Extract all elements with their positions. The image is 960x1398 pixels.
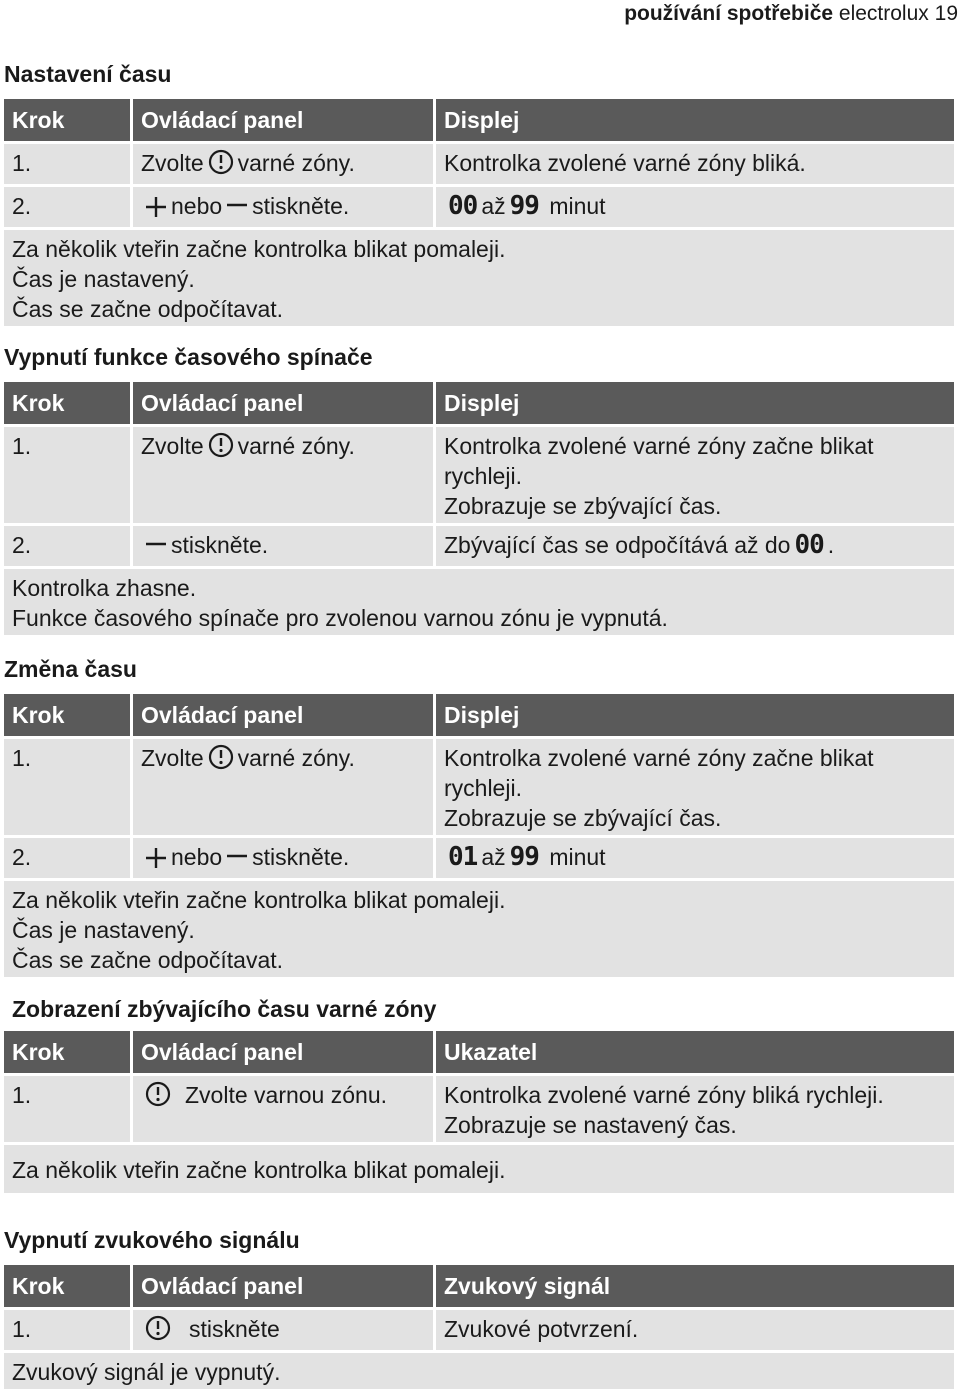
col-display: Displej [436,694,954,736]
panel-cell [133,526,433,566]
panel-text: stiskněte. [252,193,350,219]
timer-off-table [1,379,957,638]
minus-icon [226,195,248,225]
section-title-remaining-time: Zobrazení zbývajícího času varné zóny [12,996,437,1022]
panel-text: stiskněte. [171,532,269,558]
display-cell [436,187,954,227]
step-number: 1. [4,739,130,835]
page-number: 19 [934,2,958,25]
minus-icon [145,534,167,564]
section-title-timer-off: Vypnutí funkce časového spínače [4,344,373,370]
panel-text: Zvolte [141,745,204,771]
table-row [4,144,954,184]
panel-cell [133,144,433,184]
panel-text: Zvolte varnou zónu. [185,1082,388,1108]
note-cell [4,1145,954,1193]
step-number: 1. [4,1310,130,1350]
table-note-row [4,569,954,635]
col-step: Krok [4,1031,130,1073]
panel-cell [133,838,433,878]
display-line: Kontrolka zvolené varné zóny začne blikat rychleji. [444,745,874,801]
display-line: Zobrazuje se zbývající čas. [444,493,722,519]
display-unit: minut [549,193,606,219]
step-number: 2. [4,526,130,566]
note-line: Kontrolka zhasne. [12,575,197,601]
note-line: Za několik vteřin začne kontrolka blikat pomaleji. [12,887,506,913]
timer-icon [145,1081,171,1114]
step-number: 1. [4,1076,130,1142]
note-line: Zvukový signál je vypnutý. [12,1359,281,1385]
change-time-table [1,691,957,980]
panel-text: nebo [171,844,223,870]
segment-display-to: 99 [509,842,539,872]
segment-display-from: 01 [448,842,478,872]
col-display: Displej [436,99,954,141]
note-cell [4,230,954,326]
table-header-row [4,1031,954,1073]
time-setting-table [1,96,957,329]
segment-display: 00 [794,530,824,560]
table-header-row [4,694,954,736]
header-section: používání spotřebiče [624,2,834,25]
col-sound: Zvukový signál [436,1265,954,1307]
display-cell: Zvukové potvrzení. [436,1310,954,1350]
table-row [4,187,954,227]
table-note-row [4,230,954,326]
panel-cell [133,427,433,523]
page-header [624,2,958,26]
col-step: Krok [4,694,130,736]
step-number: 1. [4,427,130,523]
display-line: Kontrolka zvolené varné zóny bliká rychleji. [444,1082,884,1108]
note-cell [4,1353,954,1389]
col-panel: Ovládací panel [133,99,433,141]
display-text: až [481,844,506,870]
col-panel: Ovládací panel [133,382,433,424]
col-display: Displej [436,382,954,424]
note-line: Funkce časového spínače pro zvolenou varnou zónu je vypnutá. [12,605,668,631]
note-line: Čas se začne odpočítavat. [12,296,284,322]
display-text: až [481,193,506,219]
table-header-row [4,1265,954,1307]
display-line: Kontrolka zvolené varné zóny začne blikat rychleji. [444,433,874,489]
table-row [4,1310,954,1350]
note-cell [4,569,954,635]
panel-text: stiskněte. [252,844,350,870]
timer-icon [145,1315,171,1348]
remaining-time-table [1,1028,957,1196]
timer-icon [208,744,234,777]
section-title-sound-off: Vypnutí zvukového signálu [4,1227,300,1253]
timer-icon [208,432,234,465]
note-line: Čas je nastavený. [12,917,195,943]
segment-display-from: 00 [448,191,478,221]
display-cell [436,427,954,523]
step-number: 2. [4,187,130,227]
panel-cell [133,1310,433,1350]
note-cell [4,881,954,977]
display-unit: minut [549,844,606,870]
panel-text: varné zóny. [237,150,355,176]
table-header-row [4,99,954,141]
sound-off-table [1,1262,957,1392]
panel-text: varné zóny. [237,745,355,771]
panel-text: Zvolte [141,433,204,459]
table-row [4,526,954,566]
panel-text: varné zóny. [237,433,355,459]
display-cell [436,1076,954,1142]
section-title-change-time: Změna času [4,656,137,682]
display-text: Zbývající čas se odpočítává až do [444,532,791,558]
display-cell [436,526,954,566]
col-step: Krok [4,99,130,141]
table-row [4,838,954,878]
step-number: 1. [4,144,130,184]
table-header-row [4,382,954,424]
display-text: . [827,532,835,558]
col-step: Krok [4,382,130,424]
timer-icon [208,149,234,182]
note-line: Čas se začne odpočítavat. [12,947,284,973]
display-cell [436,838,954,878]
note-line: Čas je nastavený. [12,266,195,292]
table-note-row [4,1145,954,1193]
panel-text: stiskněte [189,1316,280,1342]
table-row [4,739,954,835]
col-indicator: Ukazatel [436,1031,954,1073]
panel-text: Zvolte [141,150,204,176]
note-line: Za několik vteřin začne kontrolka blikat pomaleji. [12,1157,506,1183]
header-brand: electrolux [838,2,929,25]
step-number: 2. [4,838,130,878]
section-title-time-setting: Nastavení času [4,61,172,87]
col-panel: Ovládací panel [133,1031,433,1073]
plus-icon [145,195,167,225]
display-cell: Kontrolka zvolené varné zóny bliká. [436,144,954,184]
note-line: Za několik vteřin začne kontrolka blikat pomaleji. [12,236,506,262]
table-note-row [4,881,954,977]
panel-text: nebo [171,193,223,219]
table-row [4,427,954,523]
col-step: Krok [4,1265,130,1307]
minus-icon [226,846,248,876]
plus-icon [145,846,167,876]
display-line: Zobrazuje se zbývající čas. [444,805,722,831]
col-panel: Ovládací panel [133,1265,433,1307]
panel-cell [133,1076,433,1142]
col-panel: Ovládací panel [133,694,433,736]
segment-display-to: 99 [509,191,539,221]
table-note-row [4,1353,954,1389]
table-row [4,1076,954,1142]
display-line: Zobrazuje se nastavený čas. [444,1112,737,1138]
panel-cell [133,739,433,835]
panel-cell [133,187,433,227]
display-cell [436,739,954,835]
